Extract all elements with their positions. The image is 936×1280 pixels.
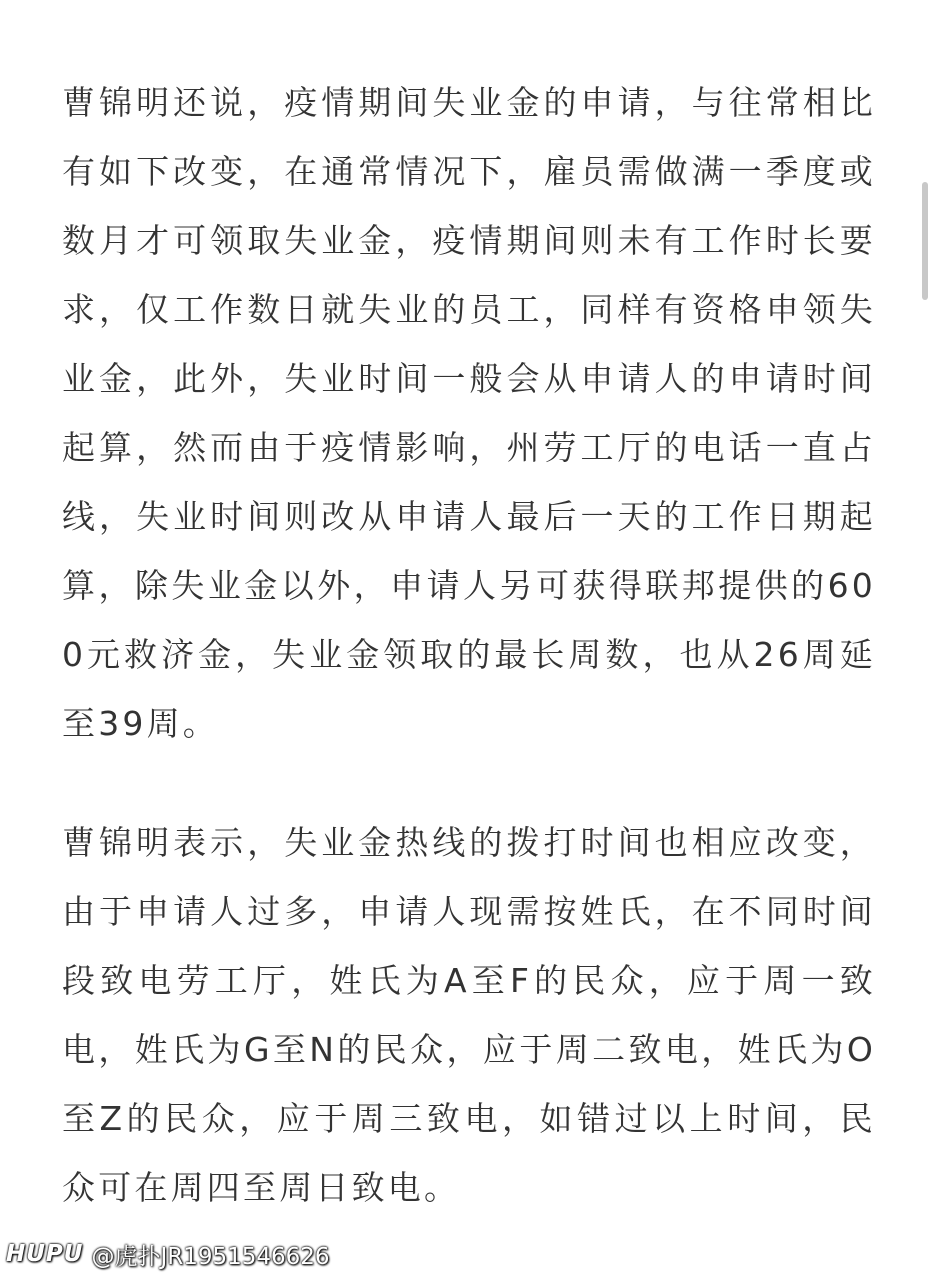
article-paragraph-2: 曹锦明表示，失业金热线的拨打时间也相应改变，由于申请人过多，申请人现需按姓氏，在不同时间段致电劳工厅，姓氏为A至F的民众，应于周一致电，姓氏为G至N的民众，应于周二致电，姓氏为O至Z的民众，应于周三致电，如错过以上时间，民众可在周四至周日致电。 bbox=[62, 823, 876, 1207]
hupu-logo: HUPU bbox=[6, 1241, 84, 1267]
hupu-watermark bbox=[6, 1238, 330, 1270]
vertical-scrollbar[interactable] bbox=[922, 182, 928, 300]
watermark-handle: @虎扑JR1951546626 bbox=[91, 1243, 330, 1270]
article-body bbox=[62, 68, 876, 1222]
article-paragraph-1: 曹锦明还说，疫情期间失业金的申请，与往常相比有如下改变，在通常情况下，雇员需做满一季度或数月才可领取失业金，疫情期间则未有工作时长要求，仅工作数日就失业的员工，同样有资格申领失业金，此外，失业时间一般会从申请人的申请时间起算，然而由于疫情影响，州劳工厅的电话一直占线，失业时间则改从申请人最后一天的工作日期起算，除失业金以外，申请人另可获得联邦提供的600元救济金，失业金领取的最长周数，也从26周延至39周。 bbox=[62, 83, 876, 743]
